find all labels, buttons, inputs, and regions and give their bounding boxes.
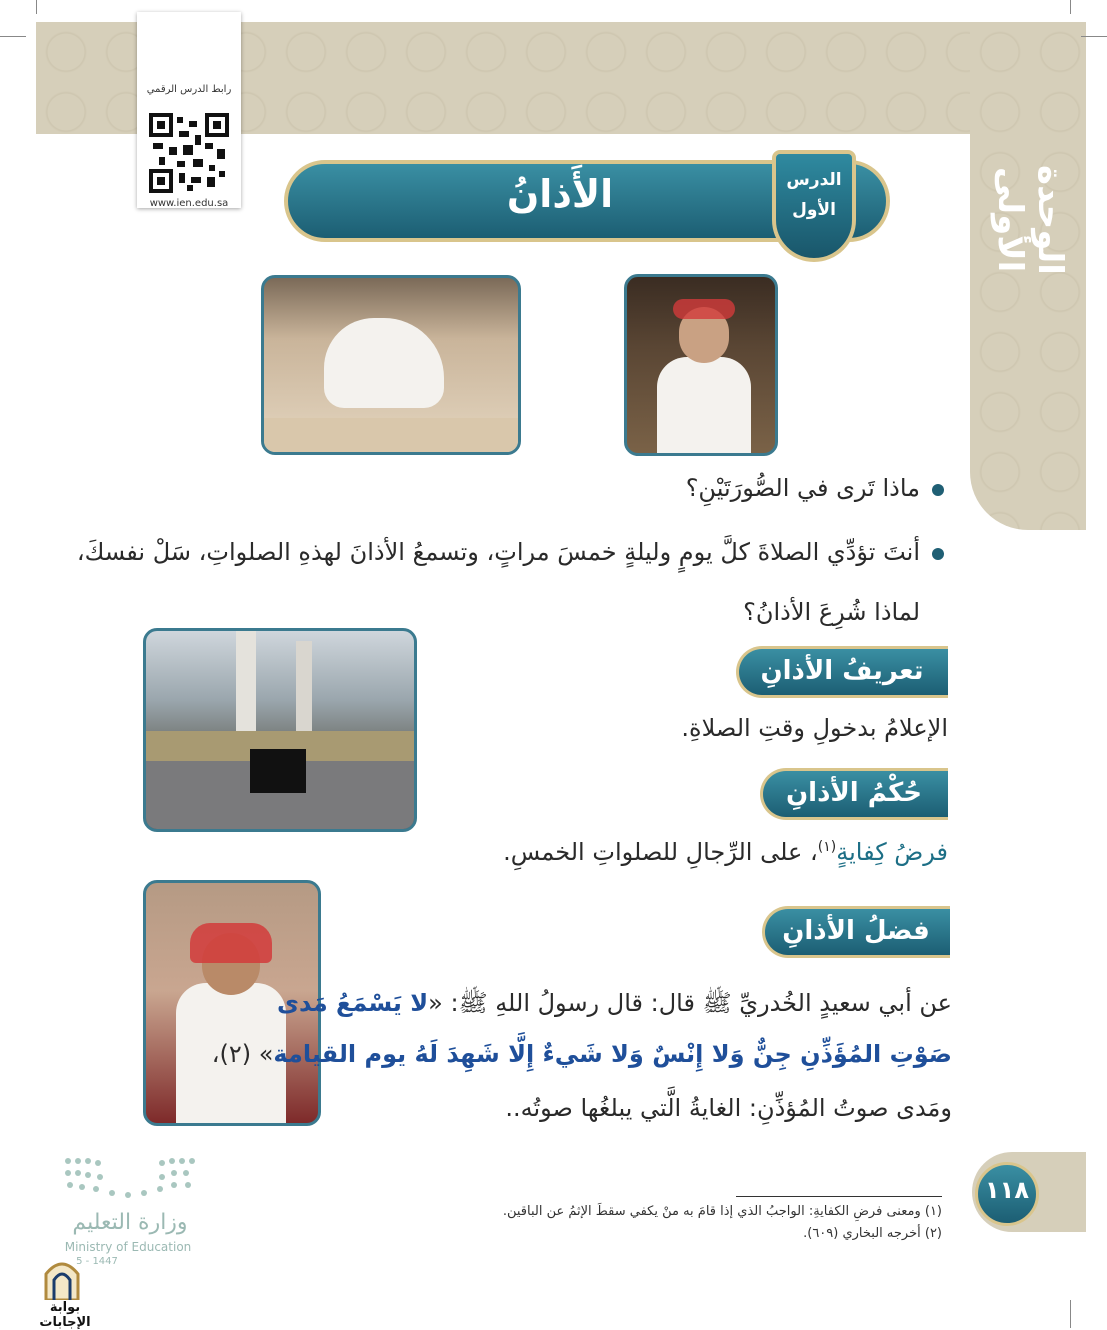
section-virtue-title: فضلُ الأذانِ — [782, 916, 930, 946]
crop-mark — [1070, 1300, 1071, 1328]
question-1: ماذا تَرى في الصُّورَتَيْنِ؟ — [685, 474, 920, 502]
page-number: ١١٨ — [985, 1176, 1029, 1204]
watermark-text: بوابة الإجابات — [39, 1300, 91, 1330]
prayer-rug — [264, 418, 521, 455]
gate-icon — [42, 1256, 82, 1300]
photo-prostrating — [261, 275, 521, 455]
photo-kaaba — [143, 628, 417, 832]
definition-text: الإعلامُ بدخولِ وقتِ الصلاةِ. — [681, 714, 948, 742]
shemagh — [673, 299, 735, 319]
crop-mark — [0, 36, 26, 37]
bullet — [932, 484, 944, 496]
question-2: أنتَ تؤدِّي الصلاةَ كلَّ يومٍ وليلةٍ خمسَ مراتٍ، وتسمعُ الأذانَ لهذهِ الصلواتِ، سَلْ نفسكَ، — [76, 538, 920, 566]
shemagh — [190, 923, 272, 963]
ruling-rest: ، على الرِّجالِ للصلواتِ الخمسِ. — [503, 838, 818, 866]
qr-label: رابط الدرس الرقمي — [146, 84, 232, 95]
section-definition-title: تعريفُ الأذانِ — [760, 656, 924, 686]
question-2-continued: لماذا شُرِعَ الأذانُ؟ — [743, 598, 920, 626]
qr-code-icon[interactable] — [149, 108, 229, 198]
crop-mark — [1070, 0, 1071, 14]
footnote-2: (٢) أخرجه البخاري (٦٠٩). — [803, 1226, 942, 1241]
figure-body — [324, 318, 444, 408]
bullet — [932, 548, 944, 560]
hadith-part-1: لا يَسْمَعُ مَدى — [276, 989, 429, 1017]
footnote-divider — [736, 1196, 942, 1197]
footnote-1: (١) ومعنى فرضِ الكفايةِ: الواجبُ الذي إذا قامَ به منْ يكفي سقطَ الإثمُ عن الباقين. — [502, 1204, 942, 1219]
hadith-part-2: صَوْتِ المُؤَذِّنِ جِنٌّ وَلا إِنْسٌ وَلا شَيءٌ إِلَّا شَهِدَ لَهُ يوم القيامة — [273, 1040, 952, 1068]
virtue-line-1 — [276, 988, 952, 1023]
virtue-line-2 — [211, 1040, 952, 1068]
kaaba — [250, 749, 306, 793]
section-ruling-title: حُكْمُ الأذانِ — [785, 778, 923, 808]
lesson-title: الأَذانُ — [506, 172, 614, 216]
ministry-year: 5 - 1447 — [76, 1256, 118, 1267]
ministry-name-arabic: وزارة التعليم — [72, 1210, 188, 1235]
lesson-badge-line1: الدرس — [786, 170, 842, 190]
figure-body — [657, 357, 751, 456]
ruling-ref[interactable]: (١) — [817, 839, 837, 855]
virtue-narration: عن أبي سعيدٍ الخُدريِّ ﷺ قال: قال رسولُ اللهِ ﷺ: « — [428, 989, 952, 1017]
unit-title: الوحدة الأولى — [990, 165, 1070, 275]
ministry-name-english: Ministry of Education — [64, 1240, 192, 1254]
qr-card[interactable] — [137, 12, 241, 208]
photo-muezzin-boy — [624, 274, 778, 456]
ruling-term: فرضُ كِفايةٍ — [836, 838, 948, 866]
lesson-badge-line2: الأول — [792, 200, 836, 220]
qr-url[interactable]: www.ien.edu.sa — [149, 198, 229, 209]
ministry-logo-icon — [62, 1155, 198, 1201]
hadith-end: » (٢)، — [211, 1040, 274, 1068]
ruling-text — [430, 838, 948, 866]
crop-mark — [36, 0, 37, 14]
crop-mark — [1081, 36, 1107, 37]
minaret — [236, 631, 256, 741]
minaret — [296, 641, 312, 741]
virtue-line-3: ومَدى صوتُ المُؤذِّنِ: الغايةُ الَّتي يبلغُها صوتُه.. — [505, 1094, 952, 1122]
